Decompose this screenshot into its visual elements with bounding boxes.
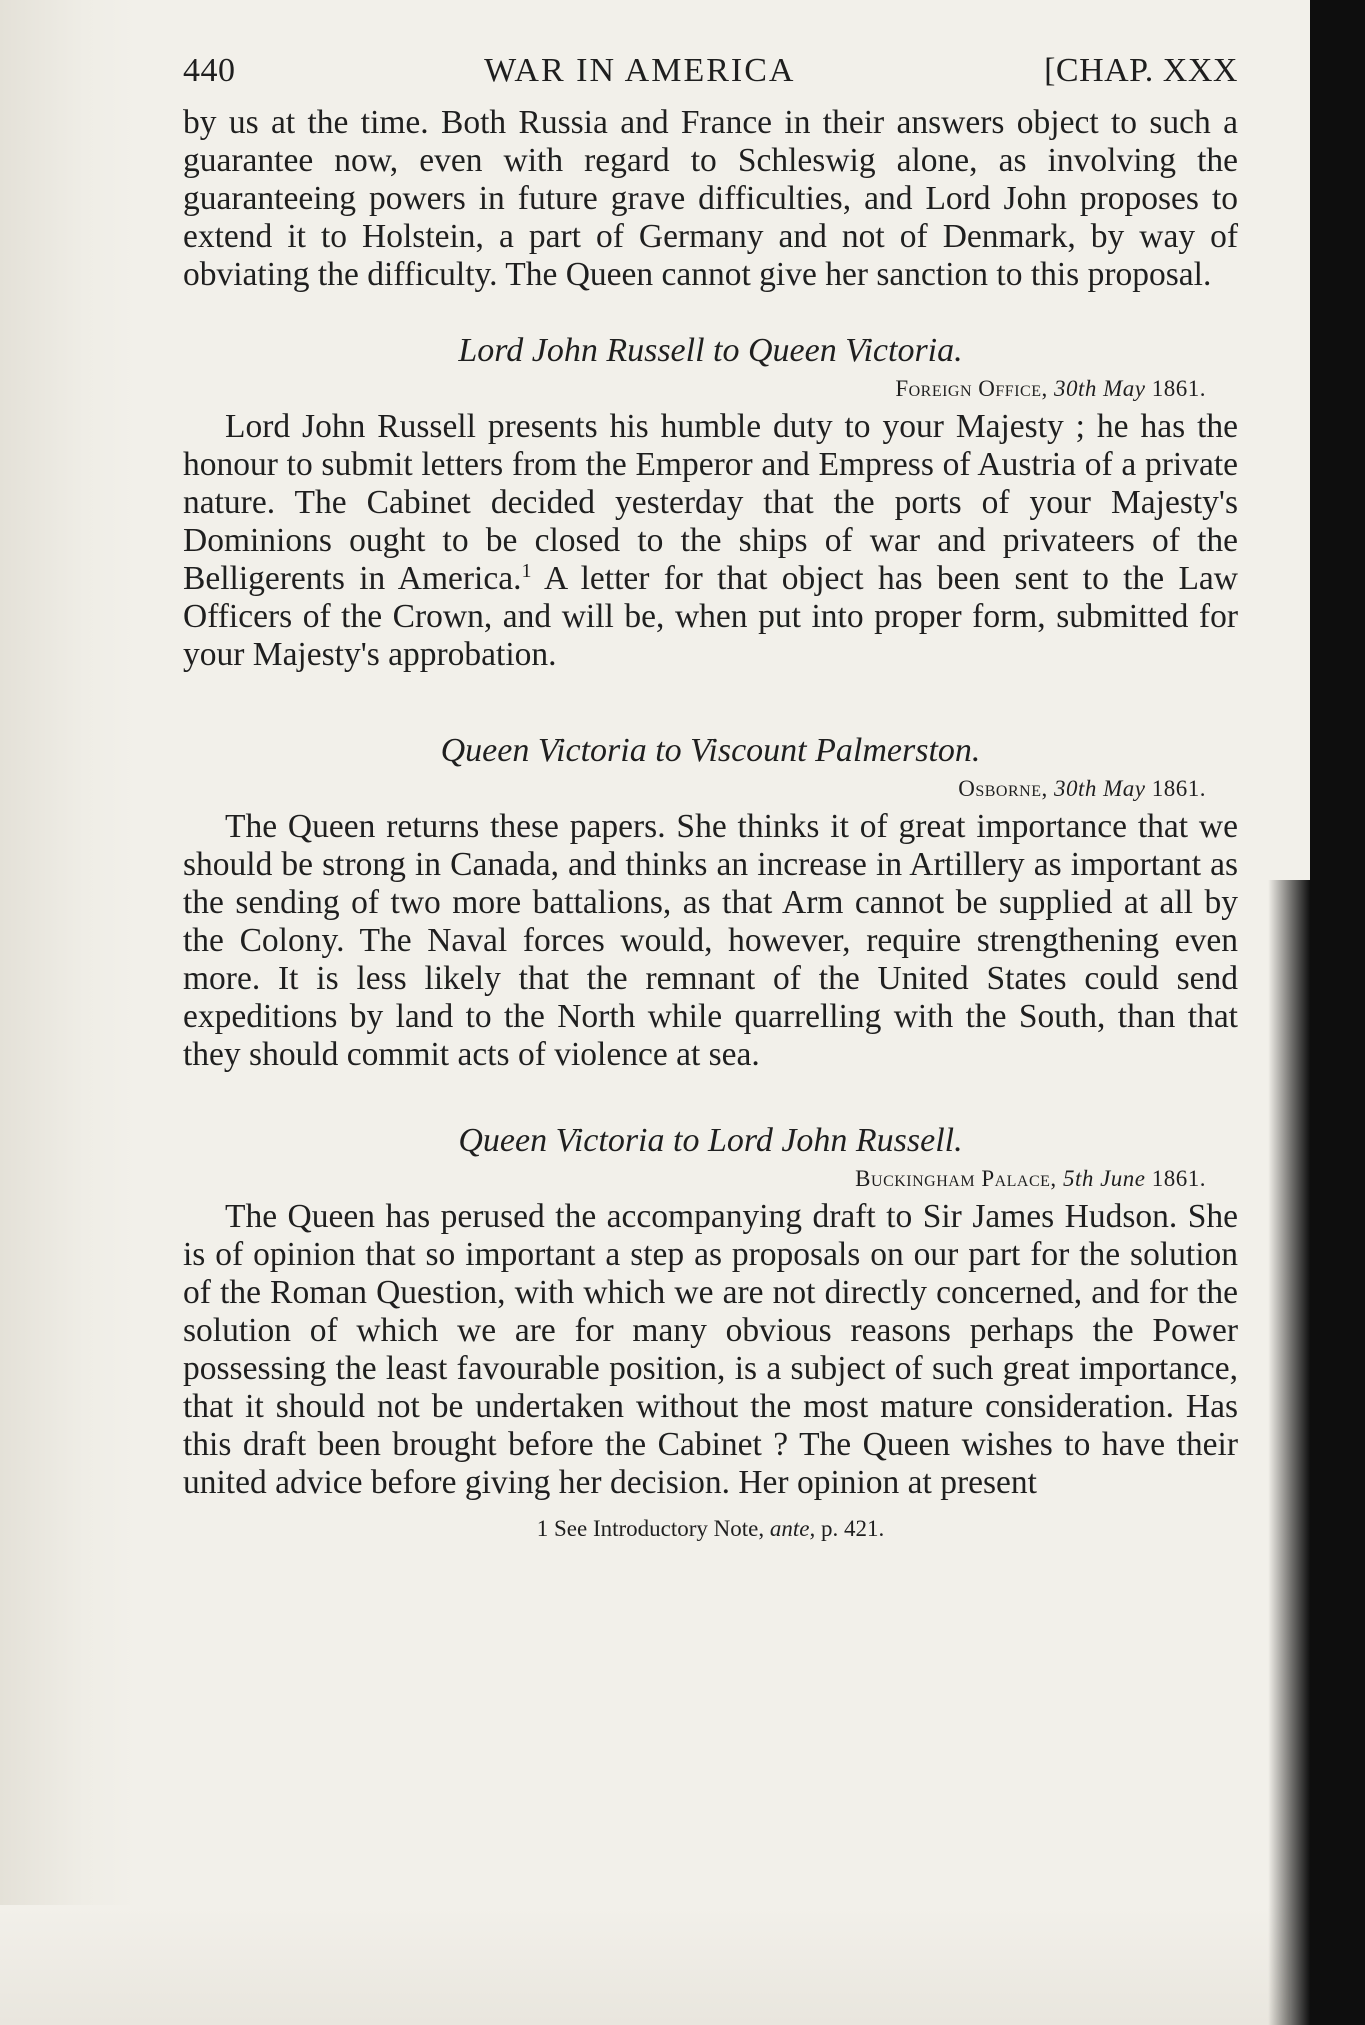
footnote [183,1516,1238,1542]
dateline-place: Buckingham Palace, [855,1166,1057,1191]
letter-body-text-continued: A letter for that object has been sent to the Law Officers of the Crown, and will be, when put into proper form, submitted for your Majesty's approbation. [183,560,1238,673]
page-left-margin [0,0,140,2025]
footnote-text: See Introductory Note, [554,1516,765,1541]
footnote-page-ref: p. 421. [821,1516,885,1541]
letter-victoria-to-palmerston [183,732,1238,1074]
dateline-month: June [1100,1166,1146,1191]
running-title: WAR IN AMERICA [484,52,796,89]
dateline-place: Foreign Office, [895,376,1048,401]
letter-dateline [183,376,1206,402]
letter-body: The Queen has perused the accompanying draft to Sir James Hudson. She is of opinion that so important a step as proposals on our part for the solution of the Roman Question, with which we are not directly concerned, and for the solution of which we are for many obvious reasons perhaps the Power possessing the least favourable position, is a subject of such great importance, that it should not be undertaken without the most mature consideration. Has this draft been brought before the Cabinet ? The Queen wishes to have their united advice before giving her decision. Her opinion at present [183,1198,1238,1501]
letter-body: The Queen returns these papers. She thinks it of great importance that we should be strong in Canada, and thinks an increase in Artillery as important as the sending of two more battalions, as that Arm cannot be supplied at all by the Colony. The Naval forces would, however, require strengthening even more. It is less likely that the remnant of the United States could send expeditions by land to the North while quarrelling with the South, than that they should commit acts of violence at sea. [183,808,1238,1073]
dateline-day: 30th [1053,376,1097,401]
dateline-year: 1861. [1151,1166,1206,1191]
letter-heading: Queen Victoria to Lord John Russell. [458,1122,963,1159]
footnote-marker: 1 [536,1516,549,1541]
footnote-marker: 1 [521,559,532,582]
letter-dateline [183,1166,1206,1192]
footnote-ante: ante, [769,1516,816,1541]
dateline-month: May [1103,776,1146,801]
letter-russell-to-victoria [183,332,1238,674]
chapter-marker: [CHAP. XXX [1044,52,1238,89]
dateline-year: 1861. [1151,776,1206,801]
letter-dateline [183,776,1206,802]
page-bottom-margin [0,1905,1290,2025]
dateline-day: 5th [1062,1166,1094,1191]
book-spine-shadow [1310,0,1365,2025]
dateline-month: May [1103,376,1146,401]
opening-paragraph: by us at the time. Both Russia and France in their answers object to such a guarantee now, even with regard to Schleswig alone, as involving the guaranteeing powers in future grave difficulties, and Lord John proposes to extend it to Holstein, a part of Germany and not of Denmark, by way of obviating the difficulty. The Queen cannot give her sanction to this proposal. [183,104,1238,293]
dateline-day: 30th [1053,776,1097,801]
spine-shadow [1268,880,1310,2025]
running-head [183,52,1238,104]
letter-heading: Lord John Russell to Queen Victoria. [458,332,963,369]
book-page [183,52,1238,1542]
letter-heading: Queen Victoria to Viscount Palmerston. [440,732,981,769]
letter-body [183,408,1238,674]
page-number: 440 [183,52,236,89]
letter-body-text: Lord John Russell presents his humble duty to your Majesty ; he has the honour to submit letters from the Emperor and Empress of Austria of a private nature. The Cabinet decided yesterday that the ports of your Majesty's Dominions ought to be closed to the ships of war and privateers of the Belligerents in America. [183,408,1238,597]
dateline-year: 1861. [1151,376,1206,401]
letter-victoria-to-russell [183,1122,1238,1502]
dateline-place: Osborne, [958,776,1048,801]
